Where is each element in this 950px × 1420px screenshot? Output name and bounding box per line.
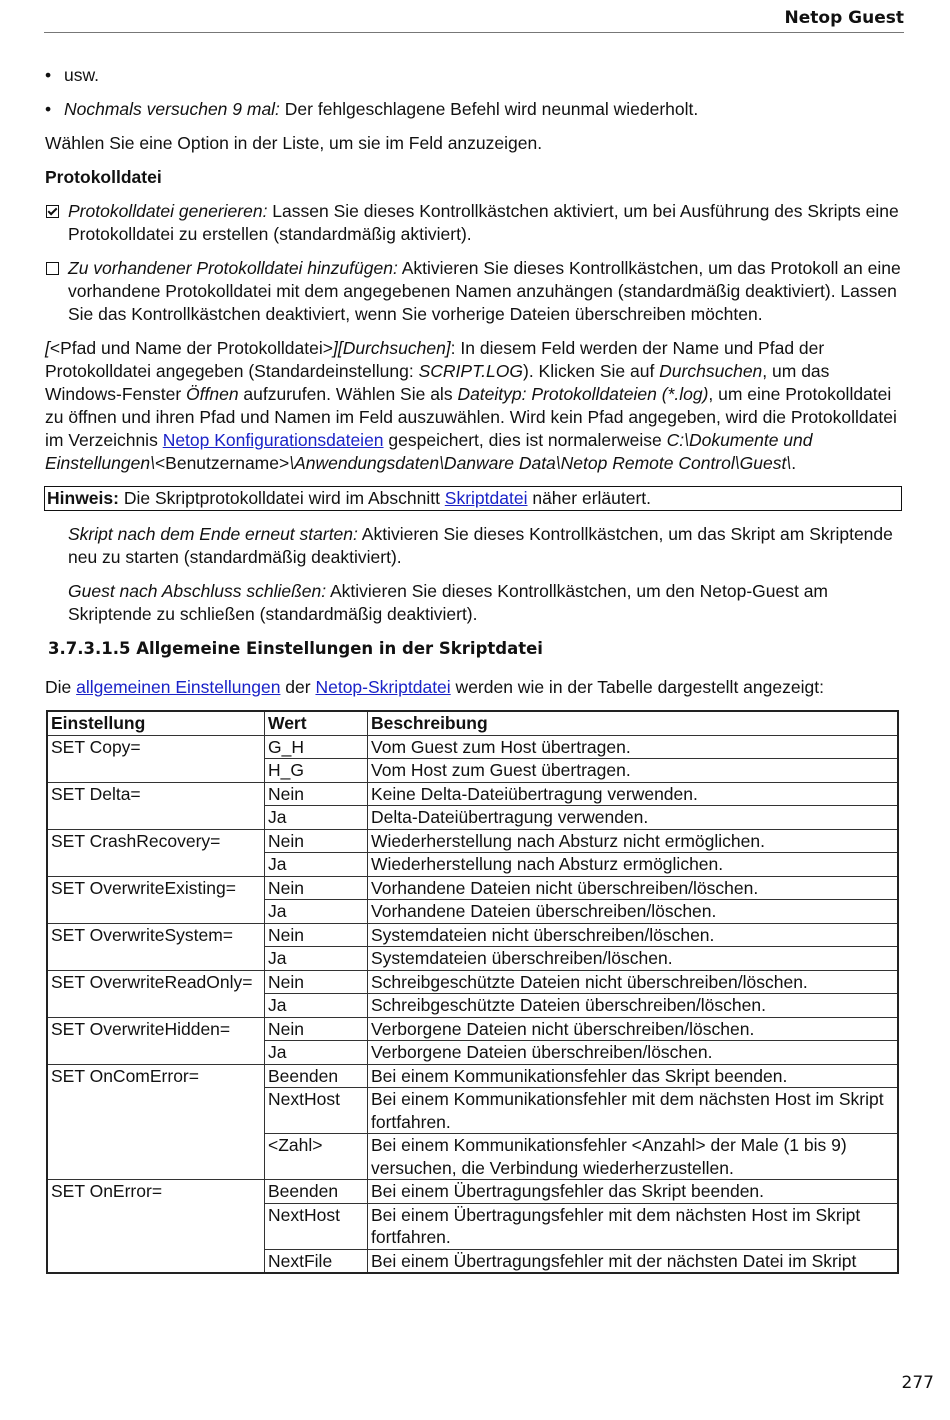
script-file-link[interactable]: Skriptdatei [444, 488, 528, 508]
column-header: Beschreibung [368, 711, 899, 735]
option-text: Aktivieren Sie dieses Kontrollkästchen, um das Skript am Skriptende neu zu starten (standardmäßig deaktiviert). [68, 524, 893, 567]
value-cell: Ja [265, 994, 368, 1018]
note-label: Hinweis: [47, 488, 119, 508]
protokoll-heading: Protokolldatei [45, 167, 162, 187]
table-row [47, 782, 898, 806]
setting-cell: SET OverwriteReadOnly= [47, 970, 265, 1017]
description-cell: Bei einem Kommunikationsfehler das Skript beenden. [368, 1064, 899, 1088]
text: aufzurufen. Wählen Sie als [238, 384, 458, 404]
option-label: Protokolldatei generieren: [68, 201, 268, 221]
page-content [45, 64, 905, 1274]
note-box [44, 486, 902, 511]
value-cell: NextHost [265, 1203, 368, 1249]
description-cell: Vom Host zum Guest übertragen. [368, 759, 899, 783]
bullet-italic: Nochmals versuchen 9 mal: [64, 99, 280, 119]
value-cell: Nein [265, 876, 368, 900]
description-cell: Delta-Dateiübertragung verwenden. [368, 806, 899, 830]
config-files-link[interactable]: Netop Konfigurationsdateien [162, 430, 384, 450]
option-close-guest [45, 580, 905, 626]
option-generate-log [45, 200, 905, 246]
option-append-log [45, 257, 905, 326]
log-path-description [45, 337, 905, 475]
table-row [47, 1064, 898, 1088]
value-cell: Nein [265, 829, 368, 853]
description-cell: Verborgene Dateien nicht überschreiben/löschen. [368, 1017, 899, 1041]
text-italic: SCRIPT.LOG [418, 361, 523, 381]
table-row [47, 923, 898, 947]
bullet-dot-icon: • [45, 99, 52, 119]
description-cell: Bei einem Übertragungsfehler das Skript beenden. [368, 1180, 899, 1204]
value-cell: Ja [265, 900, 368, 924]
description-cell: Vorhandene Dateien überschreiben/löschen. [368, 900, 899, 924]
bullet-text: Der fehlgeschlagene Befehl wird neunmal wiederholt. [279, 99, 699, 119]
text: gespeichert, dies ist normalerweise [383, 430, 667, 450]
checkbox-unchecked-icon [46, 262, 59, 275]
setting-cell: SET OverwriteSystem= [47, 923, 265, 970]
text: , um eine Protokolldatei zu öffnen und ihren Pfad und Namen im Feld auszuwählen. Wird kein Pfad angegeben, wird die Protokolldatei im Verzeichnis [45, 384, 897, 450]
table-row [47, 970, 898, 994]
setting-cell: SET OnComError= [47, 1064, 265, 1180]
value-cell: Ja [265, 1041, 368, 1065]
table-row [47, 1180, 898, 1204]
description-cell: Schreibgeschützte Dateien nicht überschreiben/löschen. [368, 970, 899, 994]
text-italic: C:\Dokumente und Einstellungen\ [45, 430, 813, 473]
text: , um das Windows-Fenster [45, 361, 830, 404]
value-cell: Nein [265, 1017, 368, 1041]
page-number: 277 [901, 1373, 934, 1393]
section-title: 3.7.3.1.5 Allgemeine Einstellungen in der Skriptdatei [48, 639, 543, 658]
description-cell: Bei einem Übertragungsfehler mit der nächsten Datei im Skript [368, 1249, 899, 1273]
table-row [47, 1017, 898, 1041]
checkbox-checked-icon [46, 205, 59, 218]
description-cell: Vorhandene Dateien nicht überschreiben/löschen. [368, 876, 899, 900]
settings-table [46, 710, 899, 1274]
text: : In diesem Feld werden der Name und Pfad der Protokolldatei angegeben (Standardeinstellung: [45, 338, 825, 381]
description-cell: Bei einem Übertragungsfehler mit dem nächsten Host im Skript fortfahren. [368, 1203, 899, 1249]
value-cell: Ja [265, 853, 368, 877]
value-cell: Nein [265, 970, 368, 994]
description-cell: Keine Delta-Dateiübertragung verwenden. [368, 782, 899, 806]
text-italic: Öffnen [186, 384, 239, 404]
text-italic: Durchsuchen [659, 361, 763, 381]
value-cell: NextHost [265, 1088, 368, 1134]
header-title: Netop Guest [784, 8, 904, 28]
setting-cell: SET CrashRecovery= [47, 829, 265, 876]
section-intro [45, 676, 905, 699]
text-italic: ][Durchsuchen] [332, 338, 451, 358]
text: werden wie in der Tabelle dargestellt angezeigt: [450, 677, 824, 697]
description-cell: Verborgene Dateien überschreiben/löschen. [368, 1041, 899, 1065]
text-italic: \Anwendungsdaten\Danware Data\Netop Remote Control\Guest\ [289, 453, 792, 473]
text: Die [45, 677, 77, 697]
option-restart [45, 523, 905, 569]
note-text: näher erläutert. [527, 488, 652, 508]
description-cell: Wiederherstellung nach Absturz nicht ermöglichen. [368, 829, 899, 853]
value-cell: Ja [265, 806, 368, 830]
page-header [44, 8, 904, 33]
text: ). Klicken Sie auf [523, 361, 660, 381]
description-cell: Wiederherstellung nach Absturz ermöglichen. [368, 853, 899, 877]
value-cell: <Zahl> [265, 1134, 368, 1180]
text: <Benutzername> [154, 453, 290, 473]
description-cell: Schreibgeschützte Dateien überschreiben/löschen. [368, 994, 899, 1018]
table-row [47, 735, 898, 759]
description-cell: Systemdateien nicht überschreiben/löschen. [368, 923, 899, 947]
value-cell: Beenden [265, 1064, 368, 1088]
text-italic: [ [45, 338, 50, 358]
column-header: Einstellung [47, 711, 265, 735]
general-settings-link[interactable]: allgemeinen Einstellungen [76, 677, 281, 697]
description-cell: Bei einem Kommunikationsfehler mit dem nächsten Host im Skript fortfahren. [368, 1088, 899, 1134]
table-row [47, 876, 898, 900]
bullet-item [45, 64, 905, 87]
setting-cell: SET OverwriteExisting= [47, 876, 265, 923]
value-cell: NextFile [265, 1249, 368, 1273]
table-header-row [47, 711, 898, 735]
note-text: Die Skriptprotokolldatei wird im Abschnitt [118, 488, 445, 508]
description-cell: Systemdateien überschreiben/löschen. [368, 947, 899, 971]
bullet-text: usw. [64, 65, 100, 85]
script-file-link[interactable]: Netop-Skriptdatei [315, 677, 451, 697]
option-label: Guest nach Abschluss schließen: [68, 581, 327, 601]
option-text: Aktivieren Sie dieses Kontrollkästchen, um das Protokoll an eine vorhandene Protokolldatei mit dem angegebenen Namen anzuhängen (standardmäßig deaktiviert). Lassen Sie das Kontrollkästchen deaktiviert, wenn Sie vorherige Dateien überschreiben möchten. [68, 258, 901, 324]
text: der [280, 677, 316, 697]
bullet-item [45, 98, 905, 121]
value-cell: Beenden [265, 1180, 368, 1204]
select-hint: Wählen Sie eine Option in der Liste, um sie im Feld anzuzeigen. [45, 133, 543, 153]
setting-cell: SET Delta= [47, 782, 265, 829]
bullet-dot-icon: • [45, 65, 52, 85]
value-cell: Nein [265, 782, 368, 806]
column-header: Wert [265, 711, 368, 735]
description-cell: Vom Guest zum Host übertragen. [368, 735, 899, 759]
option-label: Zu vorhandener Protokolldatei hinzufügen: [68, 258, 398, 278]
setting-cell: SET OverwriteHidden= [47, 1017, 265, 1064]
option-label: Skript nach dem Ende erneut starten: [68, 524, 358, 544]
text: . [791, 453, 797, 473]
setting-cell: SET OnError= [47, 1180, 265, 1274]
option-text: Aktivieren Sie dieses Kontrollkästchen, um den Netop-Guest am Skriptende zu schließen (standardmäßig deaktiviert). [68, 581, 829, 624]
table-body [47, 735, 898, 1273]
value-cell: G_H [265, 735, 368, 759]
text: <Pfad und Name der Protokolldatei> [49, 338, 333, 358]
value-cell: Nein [265, 923, 368, 947]
value-cell: H_G [265, 759, 368, 783]
description-cell: Bei einem Kommunikationsfehler <Anzahl> der Male (1 bis 9) versuchen, die Verbindung wiederherzustellen. [368, 1134, 899, 1180]
value-cell: Ja [265, 947, 368, 971]
text-italic: Dateityp: Protokolldateien (*.log) [457, 384, 709, 404]
setting-cell: SET Copy= [47, 735, 265, 782]
table-row [47, 829, 898, 853]
option-text: Lassen Sie dieses Kontrollkästchen aktiviert, um bei Ausführung des Skripts eine Protokolldatei zu erstellen (standardmäßig aktiviert). [68, 201, 899, 244]
